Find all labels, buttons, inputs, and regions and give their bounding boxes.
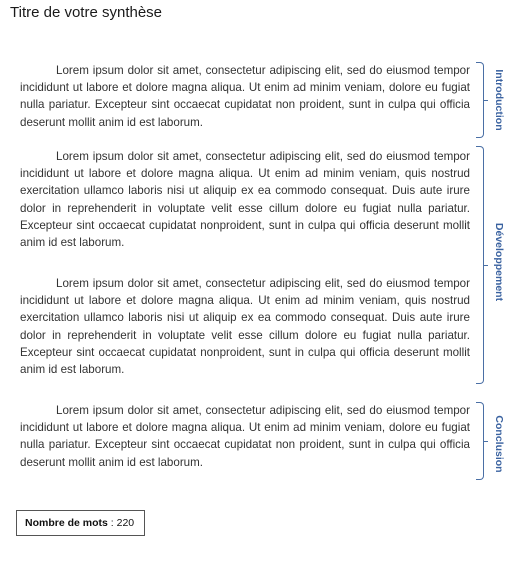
conclusion-paragraph: Lorem ipsum dolor sit amet, consectetur adipiscing elit, sed do eiusmod tempor incididunt ut labore et dolore magna aliqua. Ut enim ad minim veniam, dolore eu fugiat nulla pariatur. Excepteur sint occaecat cupidatat non proident, sunt in culpa qui officia deserunt mollit anim id est laborum. xyxy=(20,404,470,469)
word-count-value: 220 xyxy=(116,517,135,529)
section-label-introduction: Introduction xyxy=(493,69,505,131)
development-bracket xyxy=(476,146,484,384)
development-paragraph-1: Lorem ipsum dolor sit amet, consectetur adipiscing elit, sed do eiusmod tempor incididunt ut labore et dolore magna aliqua. Ut enim ad minim veniam, quis nostrud exercitation ullamco laboris nisi ut aliquip ex ea commodo consequat. Duis aute irure dolor in reprehenderit in voluptate velit esse cillum dolore eu fugiat nulla pariatur. Excepteur sint occaecat cupidatat nonproident, sunt in culpa qui officia deserunt mollit anim id est laborum. xyxy=(20,150,470,250)
introduction-bracket xyxy=(476,62,484,138)
section-label-developpement: Développement xyxy=(493,222,505,302)
development-paragraph-2: Lorem ipsum dolor sit amet, consectetur adipiscing elit, sed do eiusmod tempor incididunt ut labore et dolore magna aliqua. Ut enim ad minim veniam, quis nostrud exercitation ullamco laboris nisi ut aliquip ex ea commodo consequat. Duis aute irure dolor in reprehenderit in voluptate velit esse cillum dolore eu fugiat nulla pariatur. Excepteur sint occaecat cupidatat nonproident, sunt in culpa qui officia deserunt mollit anim id est laborum. xyxy=(20,277,470,377)
conclusion-bracket xyxy=(476,402,484,480)
word-count-box xyxy=(16,510,145,536)
word-count-separator: : xyxy=(107,517,117,529)
section-label-conclusion: Conclusion xyxy=(493,415,505,473)
introduction-paragraph: Lorem ipsum dolor sit amet, consectetur adipiscing elit, sed do eiusmod tempor incididunt ut labore et dolore magna aliqua. Ut enim ad minim veniam, dolore eu fugiat nulla pariatur. Excepteur sint occaecat cupidatat non proident, sunt in culpa qui officia deserunt mollit anim id est laborum. xyxy=(20,64,470,129)
document-title: Titre de votre synthèse xyxy=(10,4,163,21)
word-count-label: Nombre de mots xyxy=(25,517,108,529)
